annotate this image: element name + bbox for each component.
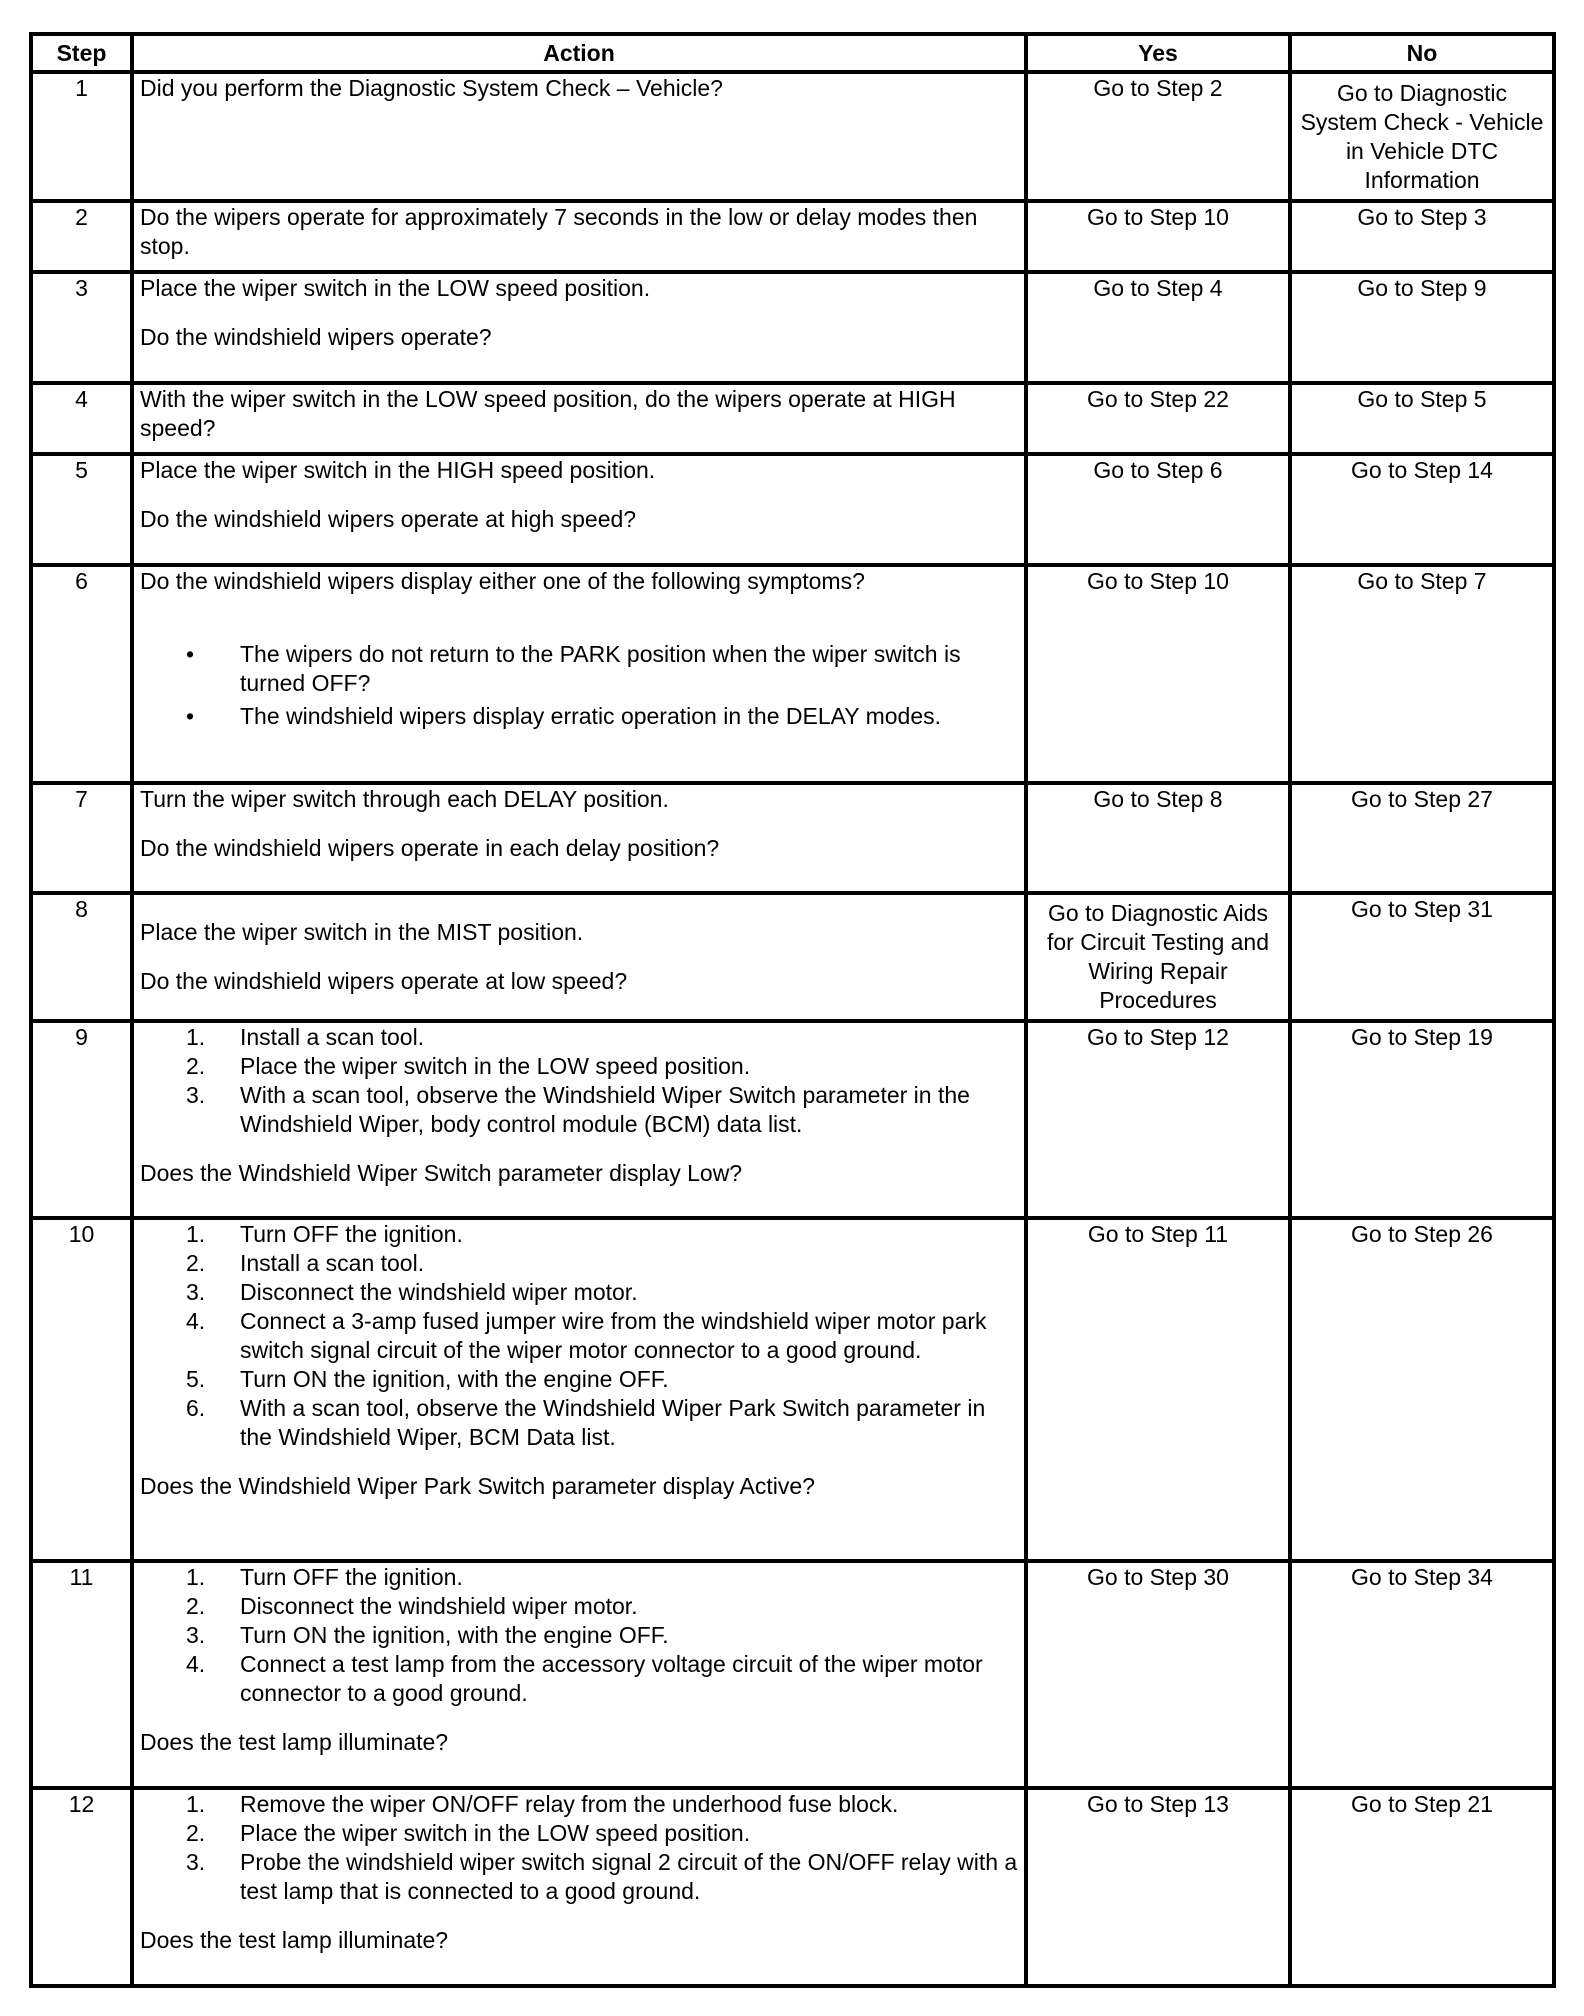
action-question: With the wiper switch in the LOW speed position, do the wipers operate at HIGH speed?: [140, 386, 956, 441]
list-item: 1. Turn OFF the ignition.: [186, 1564, 463, 1590]
header-no: No: [1290, 34, 1554, 72]
action-instruction: Place the wiper switch in the MIST position.: [140, 919, 584, 945]
action-question: Do the windshield wipers operate?: [140, 324, 492, 350]
yes-result: Go to Diagnostic Aids for Circuit Testing and Wiring Repair Procedures: [1026, 893, 1290, 1021]
step-number: 10: [31, 1218, 132, 1561]
yes-result: Go to Step 10: [1026, 565, 1290, 783]
no-result: Go to Step 19: [1290, 1021, 1554, 1218]
list-item-text: Place the wiper switch in the LOW speed position.: [240, 1053, 751, 1079]
yes-result: Go to Step 22: [1026, 383, 1290, 454]
list-item-text: Turn OFF the ignition.: [240, 1564, 463, 1590]
list-item: 6. With a scan tool, observe the Windshield Wiper Park Switch parameter in the Windshield Wiper, BCM Data list.: [186, 1395, 986, 1450]
step-number: 5: [31, 454, 132, 565]
action-cell: [132, 565, 1026, 783]
action-cell: [132, 1021, 1026, 1218]
step-number: 6: [31, 565, 132, 783]
header-yes: Yes: [1026, 34, 1290, 72]
table-row: [31, 893, 1554, 1021]
list-item-text: Turn ON the ignition, with the engine OFF.: [240, 1366, 669, 1392]
table-row: [31, 783, 1554, 893]
action-instruction: Do the windshield wipers display either one of the following symptoms?: [140, 568, 865, 594]
yes-result: Go to Step 2: [1026, 72, 1290, 201]
list-item-text: Turn ON the ignition, with the engine OFF.: [240, 1622, 669, 1648]
list-item-text: Connect a 3-amp fused jumper wire from the windshield wiper motor park switch signal circuit of the wiper motor connector to a good ground.: [240, 1308, 987, 1363]
list-item-text: Connect a test lamp from the accessory voltage circuit of the wiper motor connector to a good ground.: [240, 1651, 983, 1706]
symptom-list: [140, 640, 1018, 731]
list-item: 2. Install a scan tool.: [186, 1250, 425, 1276]
table-row: [31, 454, 1554, 565]
action-cell: [132, 272, 1026, 383]
action-cell: [132, 1788, 1026, 1986]
yes-result: Go to Step 13: [1026, 1788, 1290, 1986]
list-item-text: Install a scan tool.: [240, 1250, 425, 1276]
action-question: Do the wipers operate for approximately 7 seconds in the low or delay modes then stop.: [140, 204, 978, 259]
table-row: [31, 201, 1554, 272]
action-cell: [132, 1218, 1026, 1561]
yes-result: Go to Step 6: [1026, 454, 1290, 565]
yes-result: Go to Step 11: [1026, 1218, 1290, 1561]
list-item-text: With a scan tool, observe the Windshield Wiper Park Switch parameter in the Windshield Wiper, BCM Data list.: [240, 1395, 986, 1450]
action-question: Did you perform the Diagnostic System Check – Vehicle?: [140, 75, 723, 101]
table-row: [31, 1218, 1554, 1561]
action-question: Does the Windshield Wiper Park Switch parameter display Active?: [140, 1473, 815, 1499]
table-row: [31, 565, 1554, 783]
table-row: [31, 1021, 1554, 1218]
list-item: 1. Remove the wiper ON/OFF relay from the underhood fuse block.: [186, 1791, 899, 1817]
step-number: 1: [31, 72, 132, 201]
no-result: Go to Step 21: [1290, 1788, 1554, 1986]
list-item-text: Remove the wiper ON/OFF relay from the underhood fuse block.: [240, 1791, 899, 1817]
action-question: Do the windshield wipers operate at high speed?: [140, 506, 637, 532]
list-item-text: Probe the windshield wiper switch signal 2 circuit of the ON/OFF relay with a test lamp that is connected to a good ground.: [240, 1849, 1018, 1904]
action-cell: [132, 1561, 1026, 1788]
step-number: 7: [31, 783, 132, 893]
header-step: Step: [31, 34, 132, 72]
list-item: • The windshield wipers display erratic operation in the DELAY modes.: [186, 703, 942, 729]
procedure-list: [140, 1023, 1018, 1139]
no-result: Go to Step 9: [1290, 272, 1554, 383]
no-result: Go to Diagnostic System Check - Vehicle in Vehicle DTC Information: [1290, 72, 1554, 201]
yes-result: Go to Step 30: [1026, 1561, 1290, 1788]
list-item: 3. Probe the windshield wiper switch signal 2 circuit of the ON/OFF relay with a test lamp that is connected to a good ground.: [186, 1849, 1018, 1904]
step-number: 8: [31, 893, 132, 1021]
table-row: [31, 1788, 1554, 1986]
diagnostic-table: [29, 32, 1556, 1988]
header-row: [31, 34, 1554, 72]
list-item-text: Place the wiper switch in the LOW speed position.: [240, 1820, 751, 1846]
step-number: 9: [31, 1021, 132, 1218]
list-item-text: The windshield wipers display erratic operation in the DELAY modes.: [240, 703, 942, 729]
procedure-list: [140, 1220, 1018, 1452]
list-item-text: Install a scan tool.: [240, 1024, 425, 1050]
action-cell: [132, 72, 1026, 201]
step-number: 12: [31, 1788, 132, 1986]
yes-result: Go to Step 4: [1026, 272, 1290, 383]
action-question: Does the test lamp illuminate?: [140, 1927, 449, 1953]
list-item: 4. Connect a 3-amp fused jumper wire from the windshield wiper motor park switch signal circuit of the wiper motor connector to a good ground.: [186, 1308, 987, 1363]
action-question: Does the test lamp illuminate?: [140, 1729, 449, 1755]
step-number: 4: [31, 383, 132, 454]
list-item-text: The wipers do not return to the PARK position when the wiper switch is turned OFF?: [240, 641, 961, 696]
yes-result: Go to Step 12: [1026, 1021, 1290, 1218]
header-action: Action: [132, 34, 1026, 72]
no-result: Go to Step 14: [1290, 454, 1554, 565]
list-item-text: Turn OFF the ignition.: [240, 1221, 463, 1247]
action-cell: [132, 201, 1026, 272]
action-cell: [132, 783, 1026, 893]
list-item-text: With a scan tool, observe the Windshield Wiper Switch parameter in the Windshield Wiper, body control module (BCM) data list.: [240, 1082, 970, 1137]
list-item: 2. Place the wiper switch in the LOW speed position.: [186, 1053, 751, 1079]
table-row: [31, 72, 1554, 201]
action-cell: [132, 893, 1026, 1021]
no-result: Go to Step 27: [1290, 783, 1554, 893]
action-instruction: Place the wiper switch in the HIGH speed position.: [140, 457, 656, 483]
list-item: 5. Turn ON the ignition, with the engine OFF.: [186, 1366, 669, 1392]
no-result: Go to Step 7: [1290, 565, 1554, 783]
list-item: 3. With a scan tool, observe the Windshield Wiper Switch parameter in the Windshield Wiper, body control module (BCM) data list.: [186, 1082, 970, 1137]
step-number: 3: [31, 272, 132, 383]
list-item: 1. Turn OFF the ignition.: [186, 1221, 463, 1247]
no-result: Go to Step 3: [1290, 201, 1554, 272]
list-item: 3. Disconnect the windshield wiper motor.: [186, 1279, 638, 1305]
no-result: Go to Step 5: [1290, 383, 1554, 454]
list-item: 2. Disconnect the windshield wiper motor.: [186, 1593, 638, 1619]
table-row: [31, 272, 1554, 383]
step-number: 2: [31, 201, 132, 272]
yes-result: Go to Step 8: [1026, 783, 1290, 893]
action-question: Does the Windshield Wiper Switch parameter display Low?: [140, 1160, 743, 1186]
list-item-text: Disconnect the windshield wiper motor.: [240, 1279, 638, 1305]
list-item: 4. Connect a test lamp from the accessory voltage circuit of the wiper motor connector to a good ground.: [186, 1651, 983, 1706]
no-result: Go to Step 26: [1290, 1218, 1554, 1561]
action-cell: [132, 454, 1026, 565]
list-item: 1. Install a scan tool.: [186, 1024, 425, 1050]
list-item: • The wipers do not return to the PARK position when the wiper switch is turned OFF?: [186, 641, 961, 696]
procedure-list: [140, 1563, 1018, 1708]
table-row: [31, 383, 1554, 454]
procedure-list: [140, 1790, 1018, 1906]
action-question: Do the windshield wipers operate in each delay position?: [140, 835, 720, 861]
action-question: Do the windshield wipers operate at low speed?: [140, 968, 628, 994]
action-instruction: Place the wiper switch in the LOW speed position.: [140, 275, 651, 301]
action-cell: [132, 383, 1026, 454]
list-item: 2. Place the wiper switch in the LOW speed position.: [186, 1820, 751, 1846]
list-item-text: Disconnect the windshield wiper motor.: [240, 1593, 638, 1619]
no-result: Go to Step 31: [1290, 893, 1554, 1021]
no-result: Go to Step 34: [1290, 1561, 1554, 1788]
step-number: 11: [31, 1561, 132, 1788]
table-row: [31, 1561, 1554, 1788]
action-instruction: Turn the wiper switch through each DELAY position.: [140, 786, 669, 812]
yes-result: Go to Step 10: [1026, 201, 1290, 272]
list-item: 3. Turn ON the ignition, with the engine OFF.: [186, 1622, 669, 1648]
